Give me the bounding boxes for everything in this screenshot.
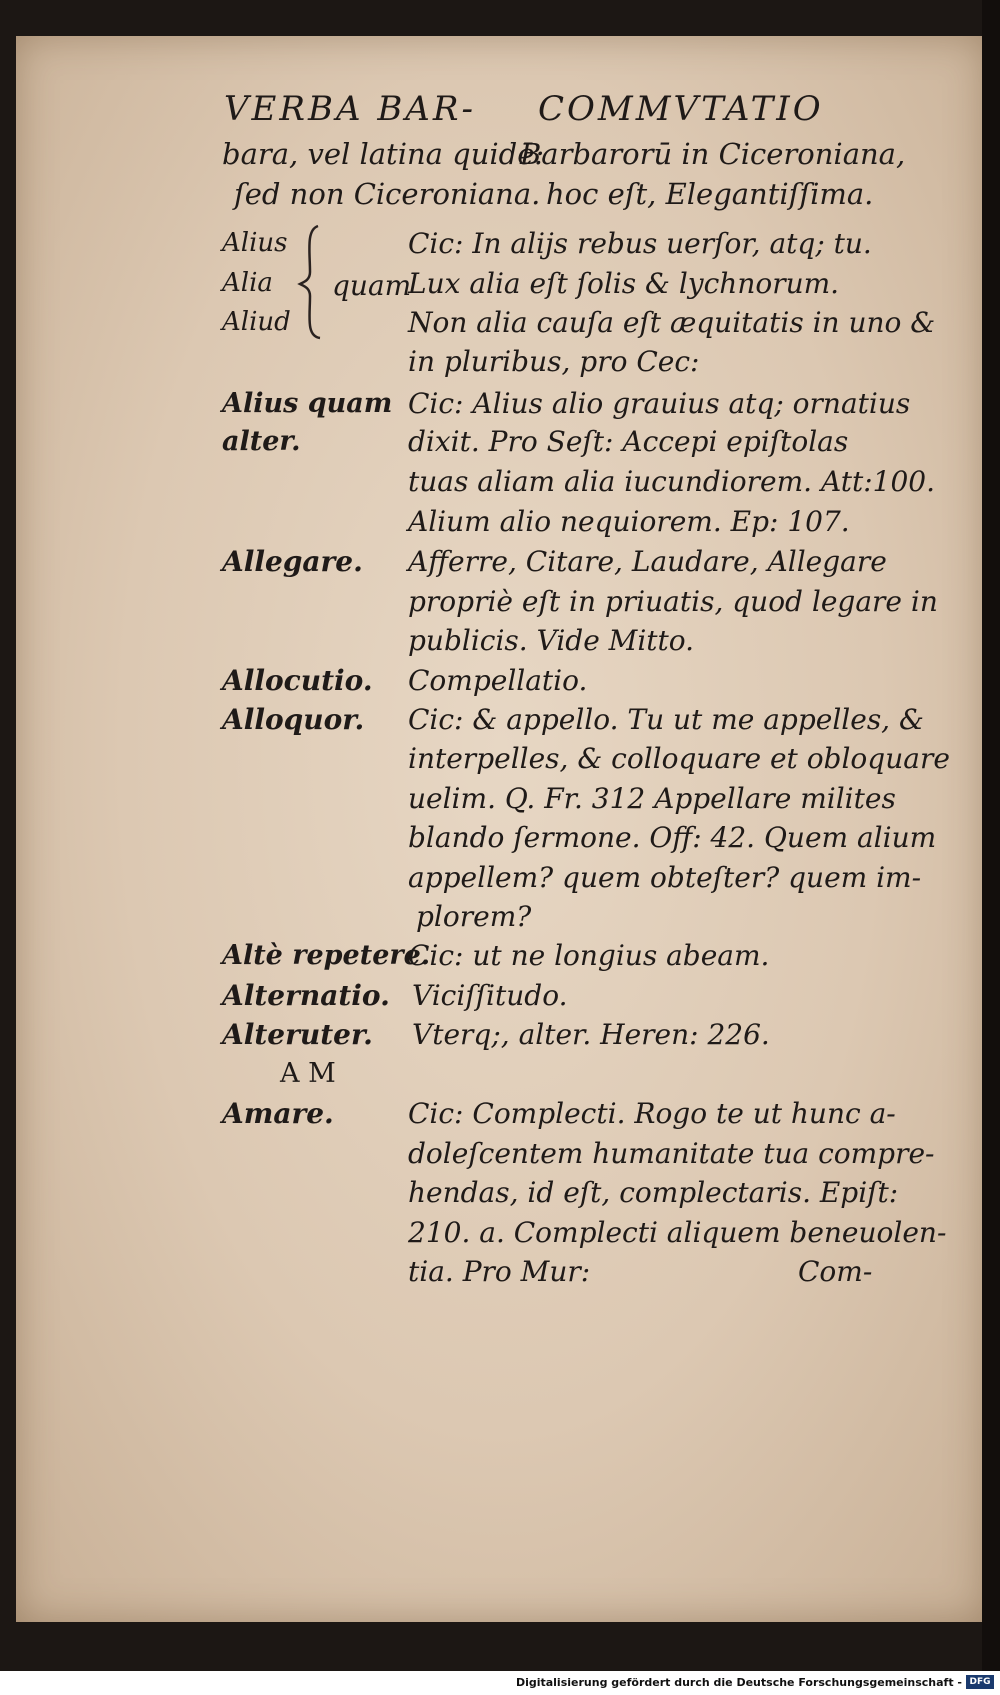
- footer-credit: Digitalisierung gefördert durch die Deutsche Forschungsgemeinschaft -: [515, 1676, 962, 1689]
- term-allocutio: Allocutio.: [222, 664, 373, 697]
- header-left-line3: ſed non Ciceroniana.: [234, 177, 541, 211]
- section-heading-am: A M: [280, 1058, 336, 1089]
- alloquor-line-5: appellem? quem obteſter? quem im-: [408, 861, 922, 894]
- alius-line-4: in pluribus, pro Cec:: [408, 345, 700, 378]
- alloquor-line-4: blando ſermone. Off: 42. Quem alium: [408, 821, 937, 854]
- dfg-logo: DFG: [966, 1675, 994, 1689]
- alloquor-line-6: plorem?: [416, 900, 532, 933]
- term-alter: alter.: [222, 426, 301, 457]
- term-allegare: Allegare.: [222, 545, 363, 578]
- alius-line-2: Lux alia eſt ſolis & lychnorum.: [408, 267, 840, 300]
- header-right-line3: hoc eſt, Elegantiſſima.: [546, 177, 874, 211]
- term-alius-quam: Alius quam: [222, 388, 393, 419]
- term-alia: Alia: [222, 268, 273, 298]
- allegare-line-1: Afferre, Citare, Laudare, Allegare: [408, 545, 887, 578]
- term-aliud: Aliud: [222, 307, 291, 337]
- header-right-line2: Barbarorū in Ciceroniana,: [520, 137, 906, 171]
- curly-brace-icon: [296, 222, 332, 342]
- amare-line-4: 210. a. Complecti aliquem beneuolen-: [408, 1216, 947, 1249]
- term-amare: Amare.: [222, 1097, 334, 1130]
- header-right-line1: COMMVTATIO: [538, 89, 824, 129]
- allegare-line-2: propriè eſt in priuatis, quod legare in: [408, 585, 938, 618]
- header-left-line1: VERBA BAR-: [224, 89, 476, 129]
- digitization-footer: [0, 1671, 1000, 1695]
- amare-line-1: Cic: Complecti. Rogo te ut hunc a-: [408, 1097, 896, 1130]
- term-quam: quam: [332, 269, 412, 302]
- amare-line-3: hendas, id eſt, complectaris. Epiſt:: [408, 1176, 899, 1209]
- alius-quam-line-2: dixit. Pro Seſt: Accepi epiſtolas: [408, 425, 849, 458]
- book-edge: [982, 0, 1000, 1695]
- term-alloquor: Alloquor.: [222, 703, 365, 736]
- allegare-line-3: publicis. Vide Mitto.: [408, 624, 695, 657]
- alloquor-line-2: interpelles, & colloquare et obloquare: [408, 742, 950, 775]
- term-alte-repetere: Altè repetere.: [222, 940, 431, 971]
- term-alternatio: Alternatio.: [222, 979, 390, 1012]
- amare-line-5: tia. Pro Mur:: [408, 1255, 591, 1288]
- alloquor-line-3: uelim. Q. Fr. 312 Appellare milites: [408, 782, 896, 815]
- alteruter-line-1: Vterq;, alter. Heren: 226.: [412, 1018, 770, 1051]
- alternatio-line-1: Viciſſitudo.: [412, 979, 568, 1012]
- amare-line-2: doleſcentem humanitate tua compre-: [408, 1137, 935, 1170]
- alius-line-1: Cic: In alijs rebus uerſor, atq; tu.: [408, 227, 872, 260]
- alte-repetere-line-1: Cic: ut ne longius abeam.: [408, 939, 770, 972]
- catchword: Com-: [798, 1255, 873, 1288]
- allocutio-line-1: Compellatio.: [408, 664, 588, 697]
- term-alius: Alius: [222, 228, 288, 258]
- alius-line-3: Non alia cauſa eſt æquitatis in uno &: [408, 306, 936, 339]
- alius-quam-line-1: Cic: Alius alio grauius atq; ornatius: [408, 387, 911, 420]
- alloquor-line-1: Cic: & appello. Tu ut me appelles, &: [408, 703, 924, 736]
- term-alteruter: Alteruter.: [222, 1018, 373, 1051]
- alius-quam-line-4: Alium alio nequiorem. Ep: 107.: [408, 505, 850, 538]
- header-left-line2: bara, vel latina quidē:: [222, 137, 545, 171]
- alius-quam-line-3: tuas aliam alia iucundiorem. Att:100.: [408, 465, 935, 498]
